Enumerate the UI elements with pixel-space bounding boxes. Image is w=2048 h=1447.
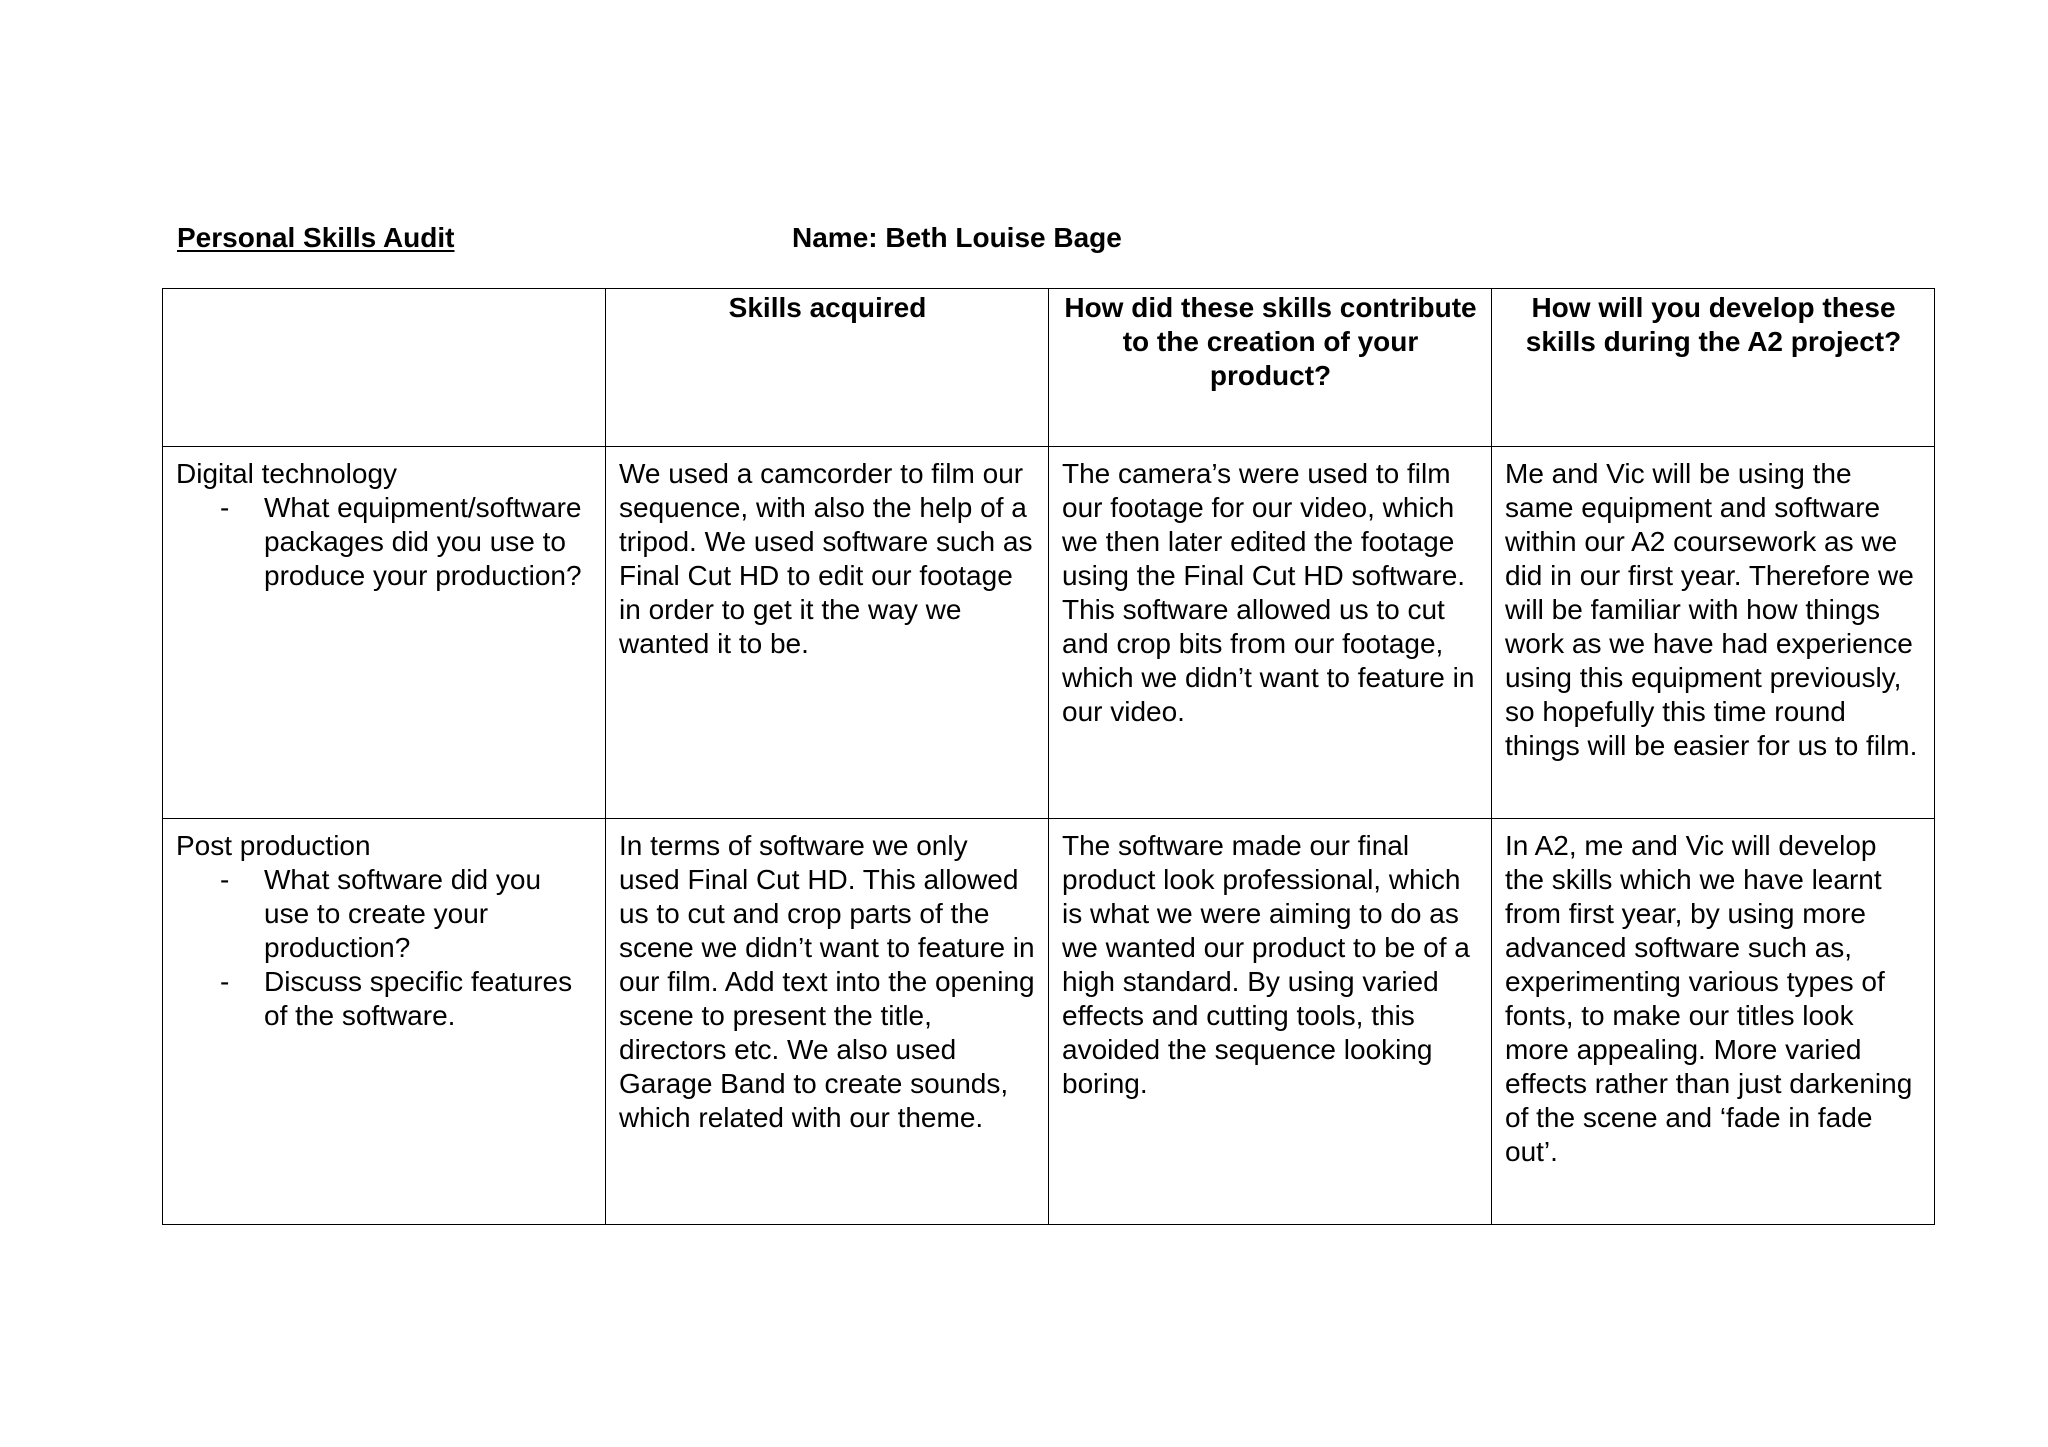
row-label: Post production: [176, 830, 371, 861]
table-row-post-production: [163, 819, 1935, 1225]
row-label-cell: [163, 819, 606, 1225]
contribution-cell: The camera’s were used to film our footage for our video, which we then later edited the footage using the Final Cut HD software. This software allowed us to cut and crop bits from our footage, which we didn’t want to feature in our video.: [1049, 447, 1492, 819]
header-cell-contribution: How did these skills contribute to the creation of your product?: [1049, 289, 1492, 447]
prompt-item: [176, 965, 593, 1033]
row-label: Digital technology: [176, 458, 398, 489]
prompt-list: [176, 491, 593, 593]
development-cell: Me and Vic will be using the same equipment and software within our A2 coursework as we did in our first year. Therefore we will be familiar with how things work as we have had experience using this equipment previously, so hopefully this time round things will be easier for us to film.: [1492, 447, 1935, 819]
skills-acquired-cell: We used a camcorder to film our sequence, with also the help of a tripod. We used software such as Final Cut HD to edit our footage in order to get it the way we wanted it to be.: [606, 447, 1049, 819]
table-header-row: [163, 289, 1935, 447]
student-name: Name: Beth Louise Bage: [792, 222, 1122, 253]
table-row-digital-technology: [163, 447, 1935, 819]
header-cell-skills-acquired: Skills acquired: [606, 289, 1049, 447]
header-cell-blank: [163, 289, 606, 447]
dash-bullet: -: [220, 864, 230, 895]
header-cell-development: How will you develop these skills during the A2 project?: [1492, 289, 1935, 447]
dash-bullet: -: [220, 966, 230, 997]
prompt-text: What software did you use to create your production?: [264, 864, 542, 963]
prompt-text: What equipment/software packages did you use to produce your production?: [264, 492, 582, 591]
document-title: Personal Skills Audit: [177, 222, 455, 253]
prompt-list: [176, 863, 593, 1033]
contribution-cell: The software made our final product look professional, which is what we were aiming to do as we wanted our product to be of a high standard. By using varied effects and cutting tools, this avoided the sequence looking boring.: [1049, 819, 1492, 1225]
prompt-item: [176, 491, 593, 593]
development-cell: In A2, me and Vic will develop the skills which we have learnt from first year, by using more advanced software such as, experimenting various types of fonts, to make our titles look more appealing. More varied effects rather than just darkening of the scene and ‘fade in fade out’.: [1492, 819, 1935, 1225]
skills-acquired-cell: In terms of software we only used Final Cut HD. This allowed us to cut and crop parts of the scene we didn’t want to feature in our film. Add text into the opening scene to present the title, directors etc. We also used Garage Band to create sounds, which related with our theme.: [606, 819, 1049, 1225]
skills-audit-table: [162, 288, 1935, 1225]
row-label-cell: [163, 447, 606, 819]
prompt-text: Discuss specific features of the software.: [264, 966, 573, 1031]
prompt-item: [176, 863, 593, 965]
dash-bullet: -: [220, 492, 230, 523]
